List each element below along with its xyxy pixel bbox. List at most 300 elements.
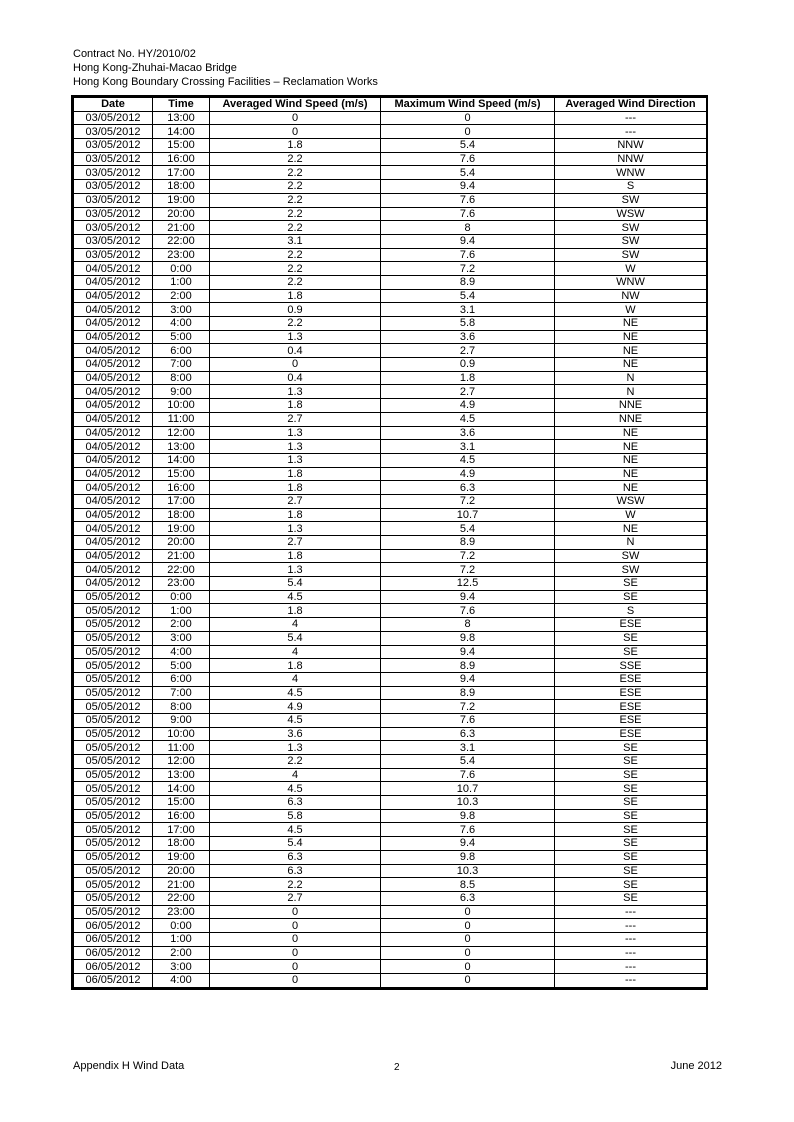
- time-cell: 19:00: [153, 193, 210, 207]
- time-cell: 23:00: [153, 248, 210, 262]
- avg-speed-cell: 4: [210, 672, 381, 686]
- date-cell: 06/05/2012: [74, 960, 153, 974]
- table-row: [74, 481, 707, 495]
- date-cell: 05/05/2012: [74, 796, 153, 810]
- date-cell: 03/05/2012: [74, 152, 153, 166]
- time-cell: 17:00: [153, 494, 210, 508]
- max-speed-cell: 7.6: [381, 768, 555, 782]
- avg-speed-cell: 4: [210, 645, 381, 659]
- table-row: [74, 796, 707, 810]
- time-cell: 15:00: [153, 796, 210, 810]
- table-row: [74, 645, 707, 659]
- direction-cell: NE: [555, 481, 707, 495]
- avg-speed-cell: 2.7: [210, 412, 381, 426]
- date-cell: 04/05/2012: [74, 467, 153, 481]
- avg-speed-cell: 4.5: [210, 590, 381, 604]
- direction-cell: NE: [555, 317, 707, 331]
- direction-cell: SW: [555, 563, 707, 577]
- table-row: [74, 672, 707, 686]
- max-speed-cell: 4.9: [381, 399, 555, 413]
- column-header-time: Time: [153, 98, 210, 112]
- avg-speed-cell: 2.2: [210, 248, 381, 262]
- time-cell: 18:00: [153, 837, 210, 851]
- direction-cell: SW: [555, 234, 707, 248]
- table-row: [74, 234, 707, 248]
- table-row: [74, 809, 707, 823]
- direction-cell: NE: [555, 467, 707, 481]
- date-cell: 05/05/2012: [74, 618, 153, 632]
- max-speed-cell: 7.2: [381, 563, 555, 577]
- direction-cell: SE: [555, 796, 707, 810]
- date-cell: 04/05/2012: [74, 289, 153, 303]
- time-cell: 5:00: [153, 659, 210, 673]
- avg-speed-cell: 1.8: [210, 481, 381, 495]
- avg-speed-cell: 5.8: [210, 809, 381, 823]
- max-speed-cell: 4.5: [381, 412, 555, 426]
- date-cell: 03/05/2012: [74, 193, 153, 207]
- direction-cell: SW: [555, 248, 707, 262]
- avg-speed-cell: 1.8: [210, 659, 381, 673]
- max-speed-cell: 0: [381, 125, 555, 139]
- table-row: [74, 317, 707, 331]
- direction-cell: NNW: [555, 139, 707, 153]
- date-cell: 06/05/2012: [74, 946, 153, 960]
- date-cell: 05/05/2012: [74, 823, 153, 837]
- time-cell: 3:00: [153, 303, 210, 317]
- table-row: [74, 932, 707, 946]
- table-row: [74, 768, 707, 782]
- max-speed-cell: 7.2: [381, 549, 555, 563]
- date-cell: 03/05/2012: [74, 139, 153, 153]
- direction-cell: WSW: [555, 494, 707, 508]
- max-speed-cell: 7.2: [381, 494, 555, 508]
- table-row: [74, 303, 707, 317]
- table-row: [74, 563, 707, 577]
- avg-speed-cell: 0.4: [210, 371, 381, 385]
- direction-cell: ---: [555, 111, 707, 125]
- time-cell: 6:00: [153, 344, 210, 358]
- table-row: [74, 111, 707, 125]
- date-cell: 05/05/2012: [74, 645, 153, 659]
- avg-speed-cell: 2.7: [210, 494, 381, 508]
- footer-date: June 2012: [670, 1060, 722, 1072]
- table-row: [74, 221, 707, 235]
- direction-cell: SE: [555, 891, 707, 905]
- table-row: [74, 864, 707, 878]
- table-row: [74, 823, 707, 837]
- max-speed-cell: 6.3: [381, 481, 555, 495]
- max-speed-cell: 0: [381, 111, 555, 125]
- table-row: [74, 426, 707, 440]
- table-row: [74, 467, 707, 481]
- table-row: [74, 577, 707, 591]
- max-speed-cell: 0: [381, 919, 555, 933]
- date-cell: 04/05/2012: [74, 440, 153, 454]
- time-cell: 15:00: [153, 139, 210, 153]
- max-speed-cell: 6.3: [381, 727, 555, 741]
- avg-speed-cell: 2.2: [210, 180, 381, 194]
- avg-speed-cell: 2.2: [210, 755, 381, 769]
- direction-cell: SE: [555, 645, 707, 659]
- date-cell: 05/05/2012: [74, 755, 153, 769]
- time-cell: 4:00: [153, 317, 210, 331]
- direction-cell: SE: [555, 823, 707, 837]
- table-row: [74, 508, 707, 522]
- time-cell: 1:00: [153, 604, 210, 618]
- table-row: [74, 399, 707, 413]
- table-row: [74, 960, 707, 974]
- time-cell: 16:00: [153, 152, 210, 166]
- time-cell: 9:00: [153, 713, 210, 727]
- direction-cell: ESE: [555, 700, 707, 714]
- avg-speed-cell: 1.8: [210, 467, 381, 481]
- max-speed-cell: 3.1: [381, 303, 555, 317]
- table-row: [74, 946, 707, 960]
- table-row: [74, 659, 707, 673]
- avg-speed-cell: 1.3: [210, 385, 381, 399]
- direction-cell: W: [555, 508, 707, 522]
- date-cell: 05/05/2012: [74, 878, 153, 892]
- avg-speed-cell: 1.3: [210, 563, 381, 577]
- direction-cell: WNW: [555, 275, 707, 289]
- table-row: [74, 494, 707, 508]
- table-row: [74, 536, 707, 550]
- max-speed-cell: 9.4: [381, 837, 555, 851]
- direction-cell: ---: [555, 974, 707, 988]
- direction-cell: ESE: [555, 727, 707, 741]
- max-speed-cell: 3.6: [381, 330, 555, 344]
- max-speed-cell: 3.6: [381, 426, 555, 440]
- date-cell: 04/05/2012: [74, 453, 153, 467]
- avg-speed-cell: 2.2: [210, 275, 381, 289]
- date-cell: 04/05/2012: [74, 508, 153, 522]
- direction-cell: NNE: [555, 412, 707, 426]
- date-cell: 04/05/2012: [74, 426, 153, 440]
- max-speed-cell: 9.4: [381, 590, 555, 604]
- date-cell: 05/05/2012: [74, 891, 153, 905]
- time-cell: 12:00: [153, 426, 210, 440]
- max-speed-cell: 9.8: [381, 809, 555, 823]
- avg-speed-cell: 1.3: [210, 330, 381, 344]
- max-speed-cell: 9.8: [381, 850, 555, 864]
- avg-speed-cell: 0: [210, 960, 381, 974]
- table-row: [74, 727, 707, 741]
- time-cell: 2:00: [153, 289, 210, 303]
- time-cell: 19:00: [153, 522, 210, 536]
- date-cell: 04/05/2012: [74, 317, 153, 331]
- direction-cell: NE: [555, 426, 707, 440]
- table-row: [74, 686, 707, 700]
- max-speed-cell: 0.9: [381, 358, 555, 372]
- max-speed-cell: 5.4: [381, 166, 555, 180]
- table-row: [74, 604, 707, 618]
- time-cell: 3:00: [153, 960, 210, 974]
- time-cell: 13:00: [153, 440, 210, 454]
- time-cell: 4:00: [153, 645, 210, 659]
- max-speed-cell: 10.3: [381, 864, 555, 878]
- table-row: [74, 125, 707, 139]
- avg-speed-cell: 2.2: [210, 262, 381, 276]
- direction-cell: NNW: [555, 152, 707, 166]
- table-row: [74, 713, 707, 727]
- avg-speed-cell: 3.1: [210, 234, 381, 248]
- max-speed-cell: 8: [381, 221, 555, 235]
- avg-speed-cell: 6.3: [210, 796, 381, 810]
- date-cell: 04/05/2012: [74, 577, 153, 591]
- max-speed-cell: 10.3: [381, 796, 555, 810]
- time-cell: 7:00: [153, 358, 210, 372]
- max-speed-cell: 3.1: [381, 440, 555, 454]
- table-row: [74, 166, 707, 180]
- max-speed-cell: 0: [381, 960, 555, 974]
- footer-appendix-label: Appendix H Wind Data: [73, 1060, 185, 1072]
- max-speed-cell: 0: [381, 932, 555, 946]
- date-cell: 04/05/2012: [74, 399, 153, 413]
- time-cell: 22:00: [153, 563, 210, 577]
- date-cell: 05/05/2012: [74, 590, 153, 604]
- direction-cell: N: [555, 371, 707, 385]
- direction-cell: SSE: [555, 659, 707, 673]
- avg-speed-cell: 1.8: [210, 289, 381, 303]
- avg-speed-cell: 2.2: [210, 221, 381, 235]
- table-row: [74, 289, 707, 303]
- avg-speed-cell: 0: [210, 111, 381, 125]
- max-speed-cell: 8.9: [381, 686, 555, 700]
- direction-cell: SE: [555, 768, 707, 782]
- direction-cell: NE: [555, 440, 707, 454]
- avg-speed-cell: 1.3: [210, 440, 381, 454]
- time-cell: 13:00: [153, 768, 210, 782]
- time-cell: 11:00: [153, 412, 210, 426]
- time-cell: 6:00: [153, 672, 210, 686]
- time-cell: 2:00: [153, 946, 210, 960]
- direction-cell: SE: [555, 809, 707, 823]
- time-cell: 20:00: [153, 536, 210, 550]
- time-cell: 9:00: [153, 385, 210, 399]
- table-row: [74, 358, 707, 372]
- max-speed-cell: 4.9: [381, 467, 555, 481]
- direction-cell: SE: [555, 590, 707, 604]
- time-cell: 16:00: [153, 809, 210, 823]
- works-title: Hong Kong Boundary Crossing Facilities – Reclamation Works: [73, 76, 378, 88]
- time-cell: 21:00: [153, 549, 210, 563]
- time-cell: 14:00: [153, 125, 210, 139]
- direction-cell: N: [555, 385, 707, 399]
- table-body: [74, 111, 707, 987]
- avg-speed-cell: 2.2: [210, 152, 381, 166]
- avg-speed-cell: 2.2: [210, 207, 381, 221]
- table-row: [74, 837, 707, 851]
- avg-speed-cell: 1.8: [210, 508, 381, 522]
- time-cell: 20:00: [153, 207, 210, 221]
- avg-speed-cell: 3.6: [210, 727, 381, 741]
- max-speed-cell: 9.4: [381, 234, 555, 248]
- table-row: [74, 741, 707, 755]
- date-cell: 04/05/2012: [74, 494, 153, 508]
- max-speed-cell: 10.7: [381, 508, 555, 522]
- direction-cell: NE: [555, 453, 707, 467]
- max-speed-cell: 7.6: [381, 823, 555, 837]
- direction-cell: SE: [555, 864, 707, 878]
- date-cell: 05/05/2012: [74, 727, 153, 741]
- avg-speed-cell: 1.3: [210, 741, 381, 755]
- avg-speed-cell: 0: [210, 932, 381, 946]
- date-cell: 04/05/2012: [74, 330, 153, 344]
- table-row: [74, 549, 707, 563]
- date-cell: 03/05/2012: [74, 111, 153, 125]
- date-cell: 03/05/2012: [74, 207, 153, 221]
- max-speed-cell: 7.6: [381, 207, 555, 221]
- date-cell: 04/05/2012: [74, 344, 153, 358]
- table-row: [74, 275, 707, 289]
- time-cell: 0:00: [153, 919, 210, 933]
- date-cell: 04/05/2012: [74, 412, 153, 426]
- max-speed-cell: 2.7: [381, 385, 555, 399]
- table-row: [74, 905, 707, 919]
- max-speed-cell: 7.6: [381, 248, 555, 262]
- avg-speed-cell: 0: [210, 125, 381, 139]
- avg-speed-cell: 0: [210, 946, 381, 960]
- time-cell: 17:00: [153, 823, 210, 837]
- table-header-row: [74, 98, 707, 112]
- max-speed-cell: 0: [381, 974, 555, 988]
- time-cell: 19:00: [153, 850, 210, 864]
- avg-speed-cell: 5.4: [210, 631, 381, 645]
- avg-speed-cell: 4.5: [210, 713, 381, 727]
- max-speed-cell: 7.2: [381, 262, 555, 276]
- time-cell: 13:00: [153, 111, 210, 125]
- time-cell: 23:00: [153, 905, 210, 919]
- time-cell: 21:00: [153, 878, 210, 892]
- direction-cell: ESE: [555, 686, 707, 700]
- direction-cell: SE: [555, 837, 707, 851]
- direction-cell: NE: [555, 344, 707, 358]
- avg-speed-cell: 0: [210, 905, 381, 919]
- direction-cell: ESE: [555, 618, 707, 632]
- time-cell: 0:00: [153, 590, 210, 604]
- table-row: [74, 850, 707, 864]
- direction-cell: ---: [555, 125, 707, 139]
- table-row: [74, 139, 707, 153]
- avg-speed-cell: 2.7: [210, 536, 381, 550]
- direction-cell: ---: [555, 919, 707, 933]
- wind-data-table: [73, 97, 707, 988]
- avg-speed-cell: 5.4: [210, 837, 381, 851]
- table-row: [74, 385, 707, 399]
- time-cell: 20:00: [153, 864, 210, 878]
- direction-cell: S: [555, 604, 707, 618]
- table-row: [74, 755, 707, 769]
- time-cell: 2:00: [153, 618, 210, 632]
- max-speed-cell: 9.4: [381, 180, 555, 194]
- avg-speed-cell: 0: [210, 974, 381, 988]
- time-cell: 22:00: [153, 891, 210, 905]
- direction-cell: W: [555, 303, 707, 317]
- max-speed-cell: 3.1: [381, 741, 555, 755]
- max-speed-cell: 0: [381, 946, 555, 960]
- column-header-date: Date: [74, 98, 153, 112]
- direction-cell: ---: [555, 905, 707, 919]
- column-header-avg-speed: Averaged Wind Speed (m/s): [210, 98, 381, 112]
- table-row: [74, 590, 707, 604]
- avg-speed-cell: 0: [210, 919, 381, 933]
- date-cell: 05/05/2012: [74, 768, 153, 782]
- table-row: [74, 330, 707, 344]
- date-cell: 05/05/2012: [74, 713, 153, 727]
- date-cell: 05/05/2012: [74, 741, 153, 755]
- time-cell: 21:00: [153, 221, 210, 235]
- max-speed-cell: 7.6: [381, 193, 555, 207]
- column-header-direction: Averaged Wind Direction: [555, 98, 707, 112]
- contract-number: Contract No. HY/2010/02: [73, 48, 196, 60]
- time-cell: 4:00: [153, 974, 210, 988]
- time-cell: 18:00: [153, 180, 210, 194]
- direction-cell: SE: [555, 755, 707, 769]
- avg-speed-cell: 1.8: [210, 604, 381, 618]
- direction-cell: NE: [555, 522, 707, 536]
- max-speed-cell: 0: [381, 905, 555, 919]
- avg-speed-cell: 4.5: [210, 823, 381, 837]
- time-cell: 15:00: [153, 467, 210, 481]
- table-row: [74, 262, 707, 276]
- direction-cell: SE: [555, 631, 707, 645]
- avg-speed-cell: 0.9: [210, 303, 381, 317]
- max-speed-cell: 10.7: [381, 782, 555, 796]
- avg-speed-cell: 2.2: [210, 166, 381, 180]
- time-cell: 1:00: [153, 275, 210, 289]
- table-row: [74, 371, 707, 385]
- time-cell: 8:00: [153, 371, 210, 385]
- date-cell: 05/05/2012: [74, 686, 153, 700]
- date-cell: 06/05/2012: [74, 974, 153, 988]
- avg-speed-cell: 4: [210, 618, 381, 632]
- max-speed-cell: 9.4: [381, 672, 555, 686]
- max-speed-cell: 9.8: [381, 631, 555, 645]
- table-row: [74, 522, 707, 536]
- date-cell: 06/05/2012: [74, 919, 153, 933]
- table-row: [74, 180, 707, 194]
- max-speed-cell: 6.3: [381, 891, 555, 905]
- time-cell: 3:00: [153, 631, 210, 645]
- avg-speed-cell: 1.3: [210, 522, 381, 536]
- time-cell: 18:00: [153, 508, 210, 522]
- max-speed-cell: 5.4: [381, 755, 555, 769]
- date-cell: 03/05/2012: [74, 125, 153, 139]
- date-cell: 05/05/2012: [74, 631, 153, 645]
- date-cell: 05/05/2012: [74, 659, 153, 673]
- table-row: [74, 700, 707, 714]
- table-row: [74, 878, 707, 892]
- max-speed-cell: 8.9: [381, 275, 555, 289]
- table-row: [74, 453, 707, 467]
- date-cell: 05/05/2012: [74, 864, 153, 878]
- time-cell: 12:00: [153, 755, 210, 769]
- max-speed-cell: 1.8: [381, 371, 555, 385]
- date-cell: 05/05/2012: [74, 809, 153, 823]
- date-cell: 05/05/2012: [74, 672, 153, 686]
- avg-speed-cell: 1.3: [210, 426, 381, 440]
- direction-cell: S: [555, 180, 707, 194]
- date-cell: 04/05/2012: [74, 358, 153, 372]
- avg-speed-cell: 2.2: [210, 193, 381, 207]
- max-speed-cell: 12.5: [381, 577, 555, 591]
- max-speed-cell: 5.4: [381, 522, 555, 536]
- date-cell: 04/05/2012: [74, 303, 153, 317]
- table-row: [74, 618, 707, 632]
- table-row: [74, 207, 707, 221]
- table-row: [74, 152, 707, 166]
- time-cell: 5:00: [153, 330, 210, 344]
